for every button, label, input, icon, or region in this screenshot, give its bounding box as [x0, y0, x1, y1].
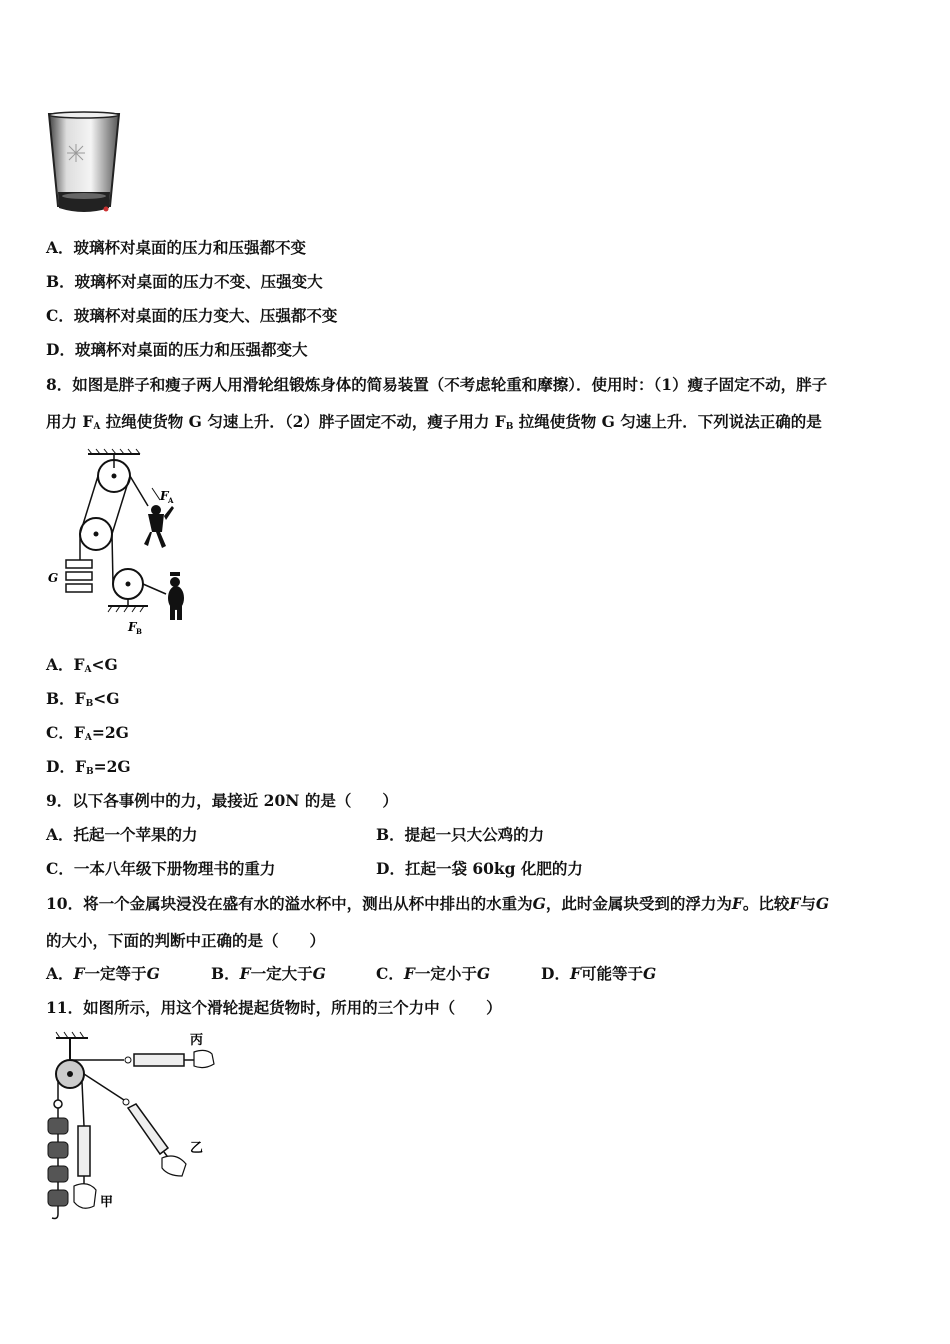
- label-jia: 甲: [100, 1195, 114, 1210]
- q7-option-c[interactable]: C．玻璃杯对桌面的压力变大、压强都不变: [46, 306, 338, 325]
- q9-option-b[interactable]: B．提起一只大公鸡的力: [376, 825, 545, 844]
- label-fb-sub: B: [136, 627, 142, 636]
- label-fa-sub: A: [168, 496, 174, 505]
- q7-option-b[interactable]: B．玻璃杯对桌面的压力不变、压强变大: [46, 272, 323, 291]
- q10-option-d[interactable]: D．F可能等于G: [541, 964, 657, 983]
- label-fa: F: [160, 489, 169, 503]
- q9-option-d[interactable]: D．扛起一袋 60kg 化肥的力: [376, 859, 583, 878]
- q10-option-c[interactable]: C．F一定小于G: [376, 964, 491, 983]
- q8-stem-line2: 用力 $F_A$ 拉绳使货物 G 匀速上升．（2）胖子固定不动，瘦子用力 $F_B$ 拉绳使货物 G 匀速上升．下列说法正确的是: [46, 412, 822, 432]
- q10-option-a[interactable]: A．F一定等于G: [46, 964, 160, 983]
- q9-stem: 9．以下各事例中的力，最接近 20N 的是（ ）: [46, 791, 398, 810]
- label-yi: 乙: [190, 1141, 204, 1156]
- q10-stem-line2: 的大小，下面的判断中正确的是（ ）: [46, 931, 326, 950]
- fixed-pulley-figure: [44, 1030, 224, 1224]
- label-fb: F: [128, 620, 137, 634]
- q8-option-a[interactable]: A．$F_A<G$: [46, 655, 118, 675]
- q8-option-d[interactable]: D．$F_B=2G$: [46, 757, 131, 777]
- label-bing: 丙: [190, 1033, 204, 1048]
- q7-option-d[interactable]: D．玻璃杯对桌面的压力和压强都变大: [46, 340, 308, 359]
- pulley-system-figure: [44, 448, 204, 638]
- q8-option-c[interactable]: C．$F_A=2G$: [46, 723, 129, 743]
- q9-option-a[interactable]: A．托起一个苹果的力: [46, 825, 198, 844]
- q10-option-b[interactable]: B．F一定大于G: [211, 964, 326, 983]
- q7-option-a[interactable]: A．玻璃杯对桌面的压力和压强都不变: [46, 238, 307, 257]
- q8-option-b[interactable]: B．$F_B<G$: [46, 689, 120, 709]
- q8-stem-line1: 8．如图是胖子和瘦子两人用滑轮组锻炼身体的简易装置（不考虑轮重和摩擦）．使用时：（1）瘦子固定不动，胖子: [46, 375, 828, 394]
- label-g: G: [48, 571, 59, 585]
- q11-stem: 11．如图所示，用这个滑轮提起货物时，所用的三个力中（ ）: [46, 998, 502, 1017]
- q9-option-c[interactable]: C．一本八年级下册物理书的重力: [46, 859, 276, 878]
- glass-cup-figure: [46, 110, 122, 218]
- q10-stem-line1: 10．将一个金属块浸没在盛有水的溢水杯中，测出从杯中排出的水重为G，此时金属块受到的浮力为F。比较F与G: [46, 894, 830, 913]
